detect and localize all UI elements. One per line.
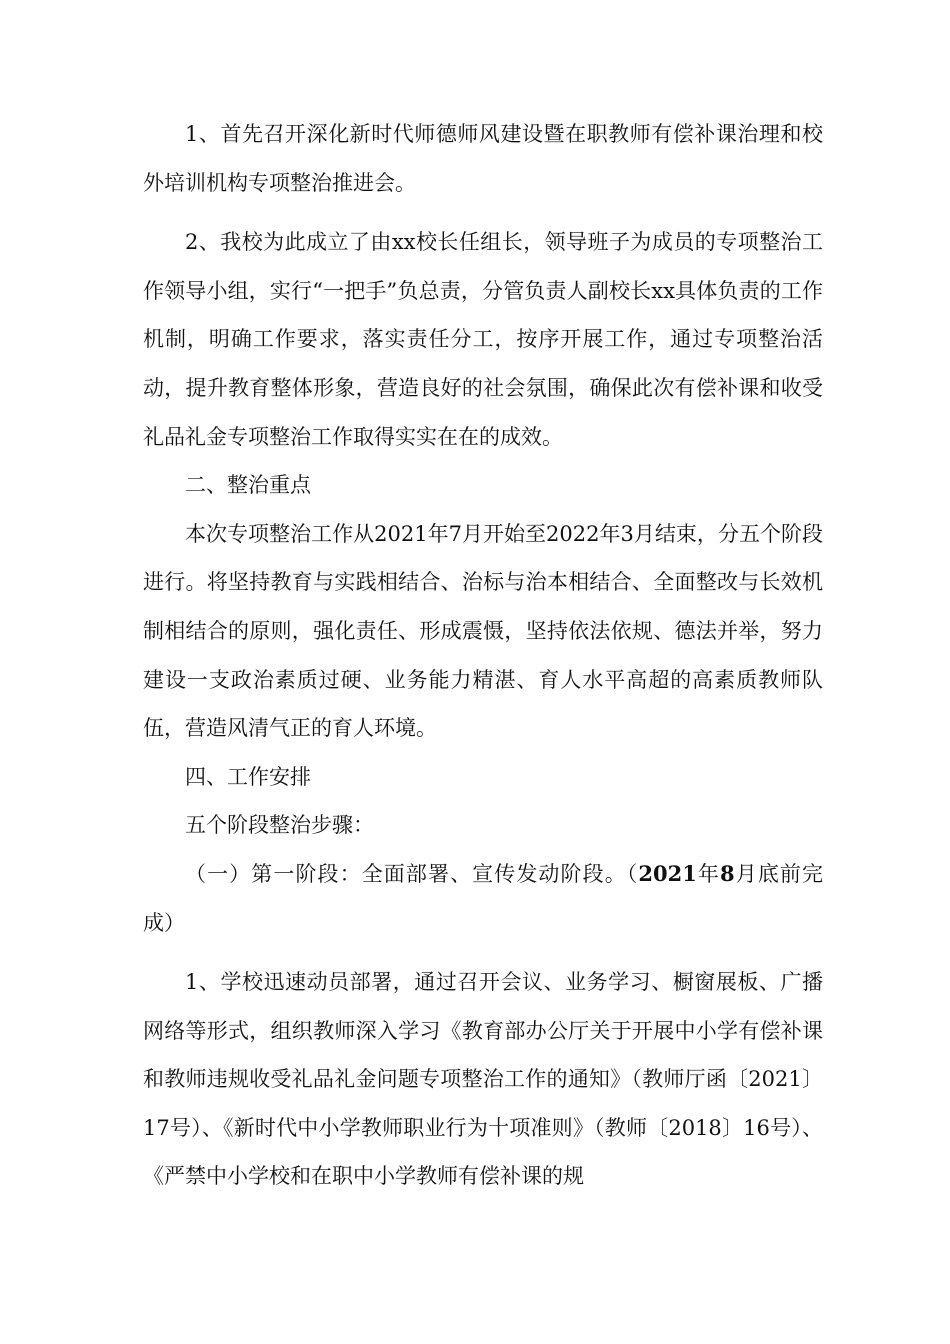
phase-1-year: 2021 (638, 860, 697, 886)
paragraph-2: 2、我校为此成立了由xx校长任组长，领导班子为成员的专项整治工作领导小组，实行“一把手”负总责，分管负责人副校长xx具体负责的工作机制，明确工作要求，落实责任分工，按序开展工作，通过专项整治活动，提升教育整体形象，营造良好的社会氛围，确保此次有偿补课和收受礼品礼金专项整治工作取得实实在在的成效。 (143, 230, 823, 449)
paragraph-3: 本次专项整治工作从2021年7月开始至2022年3月结束，分五个阶段进行。将坚持教育与实践相结合、治标与治本相结合、全面整改与长效机制相结合的原则，强化责任、形成震慑，坚持依法依规、德法并举，努力建设一支政治素质过硬、业务能力精湛、育人水平高超的高素质教师队伍，营造风清气正的育人环境。 (143, 521, 823, 741)
paragraph-1: 1、首先召开深化新时代师德师风建设暨在职教师有偿补课治理和校外培训机构专项整治推进会。 (143, 122, 823, 195)
phase-1-year-suffix: 年 (696, 861, 721, 886)
document-body (143, 110, 823, 1201)
phase-1-month: 8 (720, 860, 735, 886)
phase-1-heading (143, 850, 823, 947)
phase-1-suffix: 完成） (143, 861, 824, 935)
phase-1-prefix: （一）第一阶段：全面部署、宣传发动阶段。（ (185, 861, 639, 886)
heading-focus: 二、整治重点 (185, 473, 311, 498)
paragraph-4: 1、学校迅速动员部署，通过召开会议、业务学习、橱窗展板、广播网络等形式，组织教师深入学习《教育部办公厅关于开展中小学有偿补课和教师违规收受礼品礼金问题专项整治工作的通知》（教师厅函〔2021〕17号）、《新时代中小学教师职业行为十项准则》（教师〔2018〕16号）、《严禁中小学校和在职中小学教师有偿补课的规 (143, 970, 823, 1189)
phase-1-month-suffix: 月底前 (734, 861, 803, 886)
heading-arrangement: 四、工作安排 (185, 764, 311, 789)
paragraph-steps-intro: 五个阶段整治步骤： (185, 813, 374, 838)
